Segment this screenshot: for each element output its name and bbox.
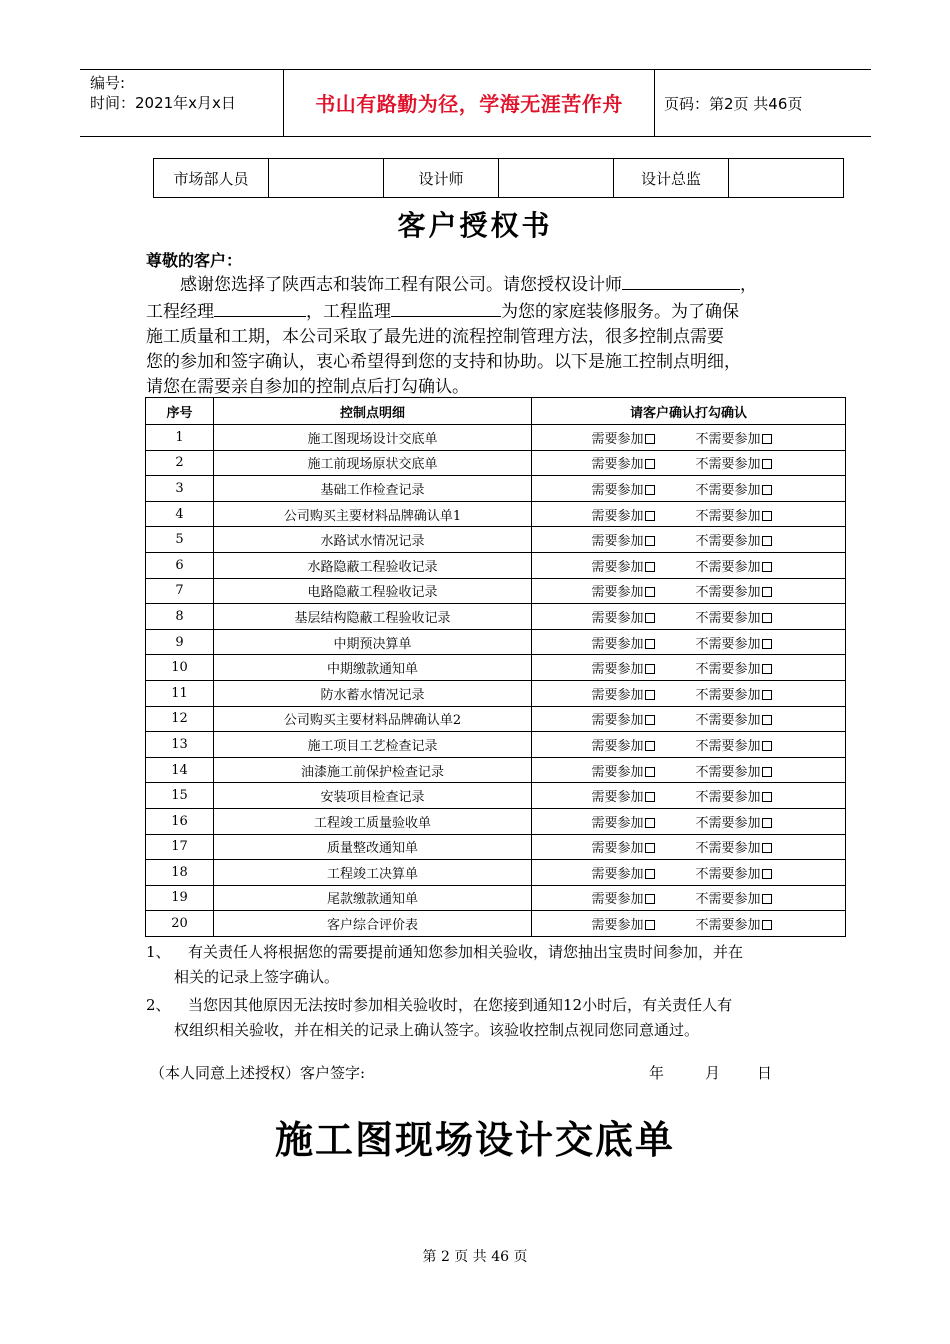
- row-options: [532, 629, 846, 655]
- need-checkbox[interactable]: [645, 434, 655, 444]
- need-checkbox[interactable]: [645, 818, 655, 828]
- date-day-label: 日: [757, 1064, 773, 1082]
- option-need: [592, 837, 696, 856]
- row-number: 1: [146, 425, 214, 451]
- table-row: [146, 578, 846, 604]
- option-noneed-label: 不需要参加: [695, 457, 761, 473]
- need-checkbox[interactable]: [645, 894, 655, 904]
- option-need-label: 需要参加: [591, 790, 644, 806]
- row-number: 8: [146, 604, 214, 630]
- option-noneed: [696, 837, 786, 856]
- option-noneed-label: 不需要参加: [695, 662, 761, 678]
- row-number: 2: [146, 450, 214, 476]
- table-row: [146, 501, 846, 527]
- row-item: 电路隐蔽工程验收记录: [214, 578, 532, 604]
- option-need: [592, 888, 696, 907]
- option-need-label: 需要参加: [591, 866, 644, 882]
- table-row: [146, 604, 846, 630]
- table-row: [146, 783, 846, 809]
- intro-text: ，工程监理: [306, 302, 391, 322]
- row-item: 安装项目检查记录: [214, 783, 532, 809]
- table-row: [146, 552, 846, 578]
- intro-text: 您的参加和签字确认，衷心希望得到您的支持和协助。以下是施工控制点明细，: [146, 352, 741, 372]
- row-options: [532, 783, 846, 809]
- table-row: [146, 476, 846, 502]
- col-header-number: 序号: [146, 398, 214, 425]
- need-checkbox[interactable]: [645, 562, 655, 572]
- option-need-label: 需要参加: [591, 534, 644, 550]
- option-need-label: 需要参加: [591, 918, 644, 934]
- option-need-label: 需要参加: [591, 559, 644, 575]
- option-noneed-label: 不需要参加: [695, 534, 761, 550]
- table-row: [146, 655, 846, 681]
- row-options: [532, 808, 846, 834]
- row-item: 中期缴款通知单: [214, 655, 532, 681]
- table-row: [146, 629, 846, 655]
- need-checkbox[interactable]: [645, 613, 655, 623]
- document-title: 客户授权书: [397, 209, 553, 242]
- noneed-checkbox[interactable]: [762, 613, 772, 623]
- date-year-label: 年: [649, 1064, 665, 1082]
- option-noneed-label: 不需要参加: [695, 815, 761, 831]
- intro-paragraph: [146, 271, 811, 400]
- row-item: 施工前现场原状交底单: [214, 450, 532, 476]
- option-need: [592, 479, 696, 498]
- note-item: [146, 993, 826, 1043]
- option-noneed: [696, 633, 786, 652]
- table-row: [146, 808, 846, 834]
- row-item: 防水蓄水情况记录: [214, 680, 532, 706]
- intro-text: 为您的家庭装修服务。为了确保: [501, 302, 739, 322]
- option-noneed-label: 不需要参加: [695, 482, 761, 498]
- row-number: 5: [146, 527, 214, 553]
- row-item: 中期预决算单: [214, 629, 532, 655]
- noneed-checkbox[interactable]: [762, 843, 772, 853]
- option-noneed: [696, 530, 786, 549]
- row-options: [532, 527, 846, 553]
- noneed-checkbox[interactable]: [762, 511, 772, 521]
- noneed-checkbox[interactable]: [762, 741, 772, 751]
- option-noneed-label: 不需要参加: [695, 636, 761, 652]
- row-number: 15: [146, 783, 214, 809]
- roles-table: [153, 158, 844, 198]
- option-noneed: [696, 914, 786, 933]
- row-options: [532, 911, 846, 937]
- row-item: 水路隐蔽工程验收记录: [214, 552, 532, 578]
- option-noneed-label: 不需要参加: [695, 866, 761, 882]
- date-month-label: 月: [705, 1064, 721, 1082]
- need-checkbox[interactable]: [645, 715, 655, 725]
- need-checkbox[interactable]: [645, 459, 655, 469]
- table-row: [146, 834, 846, 860]
- number-label: 编号:: [90, 74, 126, 92]
- noneed-checkbox[interactable]: [762, 894, 772, 904]
- note-text: 相关的记录上签字确认。: [174, 968, 340, 986]
- need-checkbox[interactable]: [645, 920, 655, 930]
- note-text: 有关责任人将根据您的需要提前通知您参加相关验收，请您抽出宝贵时间参加，并在: [188, 943, 744, 961]
- row-item: 基础工作检查记录: [214, 476, 532, 502]
- noneed-checkbox[interactable]: [762, 485, 772, 495]
- option-noneed: [696, 607, 786, 626]
- need-checkbox[interactable]: [645, 792, 655, 802]
- row-number: 20: [146, 911, 214, 937]
- option-noneed-label: 不需要参加: [695, 790, 761, 806]
- option-noneed-label: 不需要参加: [695, 764, 761, 780]
- option-need-label: 需要参加: [591, 636, 644, 652]
- option-need: [592, 735, 696, 754]
- option-need: [592, 607, 696, 626]
- option-noneed-label: 不需要参加: [695, 713, 761, 729]
- row-number: 14: [146, 757, 214, 783]
- row-options: [532, 501, 846, 527]
- noneed-checkbox[interactable]: [762, 536, 772, 546]
- need-checkbox[interactable]: [645, 587, 655, 597]
- col-header-confirm: 请客户确认打勾确认: [532, 398, 846, 425]
- option-need-label: 需要参加: [591, 585, 644, 601]
- row-options: [532, 834, 846, 860]
- note-item: [146, 940, 826, 990]
- option-noneed: [696, 658, 786, 677]
- option-need: [592, 684, 696, 703]
- note-text: 当您因其他原因无法按时参加相关验收时，在您接到通知12小时后，有关责任人有: [188, 996, 733, 1014]
- role-sign-cell[interactable]: [269, 159, 384, 198]
- option-noneed: [696, 709, 786, 728]
- notes: [146, 940, 826, 1046]
- control-points-body: [146, 425, 846, 937]
- row-number: 4: [146, 501, 214, 527]
- row-number: 17: [146, 834, 214, 860]
- option-noneed-label: 不需要参加: [695, 585, 761, 601]
- row-item: 公司购买主要材料品牌确认单1: [214, 501, 532, 527]
- need-checkbox[interactable]: [645, 767, 655, 777]
- row-item: 工程竣工决算单: [214, 860, 532, 886]
- need-checkbox[interactable]: [645, 511, 655, 521]
- option-need: [592, 530, 696, 549]
- option-noneed-label: 不需要参加: [695, 918, 761, 934]
- noneed-checkbox[interactable]: [762, 639, 772, 649]
- intro-text: 工程经理: [146, 302, 214, 322]
- option-noneed: [696, 863, 786, 882]
- header-page-label: 页码：第2页 共46页: [664, 95, 803, 113]
- page-footer: 第 2 页 共 46 页: [422, 1249, 528, 1265]
- need-checkbox[interactable]: [645, 869, 655, 879]
- row-options: [532, 680, 846, 706]
- row-options: [532, 578, 846, 604]
- table-row: [146, 757, 846, 783]
- row-options: [532, 476, 846, 502]
- option-need-label: 需要参加: [591, 508, 644, 524]
- option-noneed: [696, 888, 786, 907]
- option-need: [592, 786, 696, 805]
- option-need-label: 需要参加: [591, 815, 644, 831]
- option-need: [592, 633, 696, 652]
- row-item: 施工项目工艺检查记录: [214, 732, 532, 758]
- supervisor-blank[interactable]: [391, 298, 501, 317]
- row-number: 9: [146, 629, 214, 655]
- row-item: 基层结构隐蔽工程验收记录: [214, 604, 532, 630]
- noneed-checkbox[interactable]: [762, 715, 772, 725]
- intro-text: ，: [740, 275, 757, 295]
- need-checkbox[interactable]: [645, 843, 655, 853]
- noneed-checkbox[interactable]: [762, 920, 772, 930]
- manager-blank[interactable]: [214, 298, 306, 317]
- time-label: 时间：2021年x月x日: [90, 94, 236, 112]
- table-row: [146, 911, 846, 937]
- row-number: 18: [146, 860, 214, 886]
- noneed-checkbox[interactable]: [762, 792, 772, 802]
- need-checkbox[interactable]: [645, 690, 655, 700]
- option-need: [592, 556, 696, 575]
- row-options: [532, 732, 846, 758]
- table-row: [146, 680, 846, 706]
- noneed-checkbox[interactable]: [762, 869, 772, 879]
- row-item: 施工图现场设计交底单: [214, 425, 532, 451]
- note-text: 权组织相关验收，并在相关的记录上确认签字。该验收控制点视同您同意通过。: [174, 1021, 700, 1039]
- intro-text: 感谢您选择了陕西志和装饰工程有限公司。请您授权设计师: [180, 275, 622, 295]
- noneed-checkbox[interactable]: [762, 434, 772, 444]
- option-need: [592, 505, 696, 524]
- option-noneed-label: 不需要参加: [695, 508, 761, 524]
- row-number: 16: [146, 808, 214, 834]
- need-checkbox[interactable]: [645, 639, 655, 649]
- option-need-label: 需要参加: [591, 738, 644, 754]
- row-options: [532, 552, 846, 578]
- row-number: 6: [146, 552, 214, 578]
- noneed-checkbox[interactable]: [762, 818, 772, 828]
- row-number: 10: [146, 655, 214, 681]
- row-item: 公司购买主要材料品牌确认单2: [214, 706, 532, 732]
- row-number: 7: [146, 578, 214, 604]
- option-noneed: [696, 735, 786, 754]
- table-row: [146, 885, 846, 911]
- row-number: 3: [146, 476, 214, 502]
- option-noneed: [696, 428, 786, 447]
- designer-blank[interactable]: [622, 271, 740, 290]
- need-checkbox[interactable]: [645, 741, 655, 751]
- row-options: [532, 450, 846, 476]
- row-item: 工程竣工质量验收单: [214, 808, 532, 834]
- table-row: [146, 425, 846, 451]
- noneed-checkbox[interactable]: [762, 690, 772, 700]
- option-noneed-label: 不需要参加: [695, 431, 761, 447]
- option-need-label: 需要参加: [591, 610, 644, 626]
- option-noneed-label: 不需要参加: [695, 559, 761, 575]
- row-item: 水路试水情况记录: [214, 527, 532, 553]
- option-noneed-label: 不需要参加: [695, 841, 761, 857]
- noneed-checkbox[interactable]: [762, 587, 772, 597]
- next-section-title: 施工图现场设计交底单: [274, 1117, 675, 1162]
- option-need: [592, 581, 696, 600]
- table-row: [146, 450, 846, 476]
- row-options: [532, 425, 846, 451]
- header-divider: [654, 69, 655, 136]
- option-need: [592, 453, 696, 472]
- option-need: [592, 709, 696, 728]
- noneed-checkbox[interactable]: [762, 664, 772, 674]
- control-points-table: [145, 397, 846, 937]
- option-noneed-label: 不需要参加: [695, 738, 761, 754]
- header-bottom-rule: [80, 136, 871, 137]
- option-need-label: 需要参加: [591, 457, 644, 473]
- option-noneed-label: 不需要参加: [695, 892, 761, 908]
- option-need: [592, 761, 696, 780]
- row-options: [532, 860, 846, 886]
- row-options: [532, 706, 846, 732]
- noneed-checkbox[interactable]: [762, 767, 772, 777]
- noneed-checkbox[interactable]: [762, 562, 772, 572]
- table-row: [146, 860, 846, 886]
- noneed-checkbox[interactable]: [762, 459, 772, 469]
- table-row: [146, 706, 846, 732]
- header-meta: [90, 73, 236, 113]
- option-noneed: [696, 812, 786, 831]
- row-number: 19: [146, 885, 214, 911]
- option-noneed-label: 不需要参加: [695, 687, 761, 703]
- option-noneed: [696, 556, 786, 575]
- option-need-label: 需要参加: [591, 431, 644, 447]
- option-need: [592, 812, 696, 831]
- option-need-label: 需要参加: [591, 841, 644, 857]
- intro-text: 施工质量和工期，本公司采取了最先进的流程控制管理方法，很多控制点需要: [146, 327, 724, 347]
- table-row: [146, 527, 846, 553]
- signature-label: （本人同意上述授权）客户签字:: [150, 1064, 366, 1082]
- need-checkbox[interactable]: [645, 664, 655, 674]
- role-sign-cell[interactable]: [729, 159, 844, 198]
- greeting: 尊敬的客户：: [146, 251, 243, 270]
- need-checkbox[interactable]: [645, 485, 655, 495]
- option-noneed: [696, 786, 786, 805]
- row-options: [532, 885, 846, 911]
- role-sign-cell[interactable]: [499, 159, 614, 198]
- row-number: 11: [146, 680, 214, 706]
- option-need: [592, 914, 696, 933]
- row-number: 12: [146, 706, 214, 732]
- col-header-item: 控制点明细: [214, 398, 532, 425]
- role-label: 设计师: [384, 159, 499, 198]
- option-need-label: 需要参加: [591, 662, 644, 678]
- note-number: 2、: [146, 996, 171, 1014]
- role-label: 市场部人员: [154, 159, 269, 198]
- option-need-label: 需要参加: [591, 892, 644, 908]
- option-noneed: [696, 479, 786, 498]
- option-noneed: [696, 581, 786, 600]
- option-need-label: 需要参加: [591, 482, 644, 498]
- option-need-label: 需要参加: [591, 687, 644, 703]
- note-number: 1、: [146, 943, 171, 961]
- option-need: [592, 863, 696, 882]
- table-row: [146, 732, 846, 758]
- option-need-label: 需要参加: [591, 764, 644, 780]
- option-noneed: [696, 761, 786, 780]
- role-label: 设计总监: [614, 159, 729, 198]
- row-item: 质量整改通知单: [214, 834, 532, 860]
- option-noneed: [696, 505, 786, 524]
- row-options: [532, 604, 846, 630]
- row-item: 油漆施工前保护检查记录: [214, 757, 532, 783]
- row-item: 客户综合评价表: [214, 911, 532, 937]
- intro-text: 请您在需要亲自参加的控制点后打勾确认。: [146, 377, 469, 397]
- option-need: [592, 658, 696, 677]
- row-options: [532, 757, 846, 783]
- option-need-label: 需要参加: [591, 713, 644, 729]
- header-motto: 书山有路勤为径，学海无涯苦作舟: [315, 92, 623, 116]
- row-number: 13: [146, 732, 214, 758]
- option-noneed: [696, 684, 786, 703]
- option-need: [592, 428, 696, 447]
- option-noneed: [696, 453, 786, 472]
- row-item: 尾款缴款通知单: [214, 885, 532, 911]
- option-noneed-label: 不需要参加: [695, 610, 761, 626]
- row-options: [532, 655, 846, 681]
- need-checkbox[interactable]: [645, 536, 655, 546]
